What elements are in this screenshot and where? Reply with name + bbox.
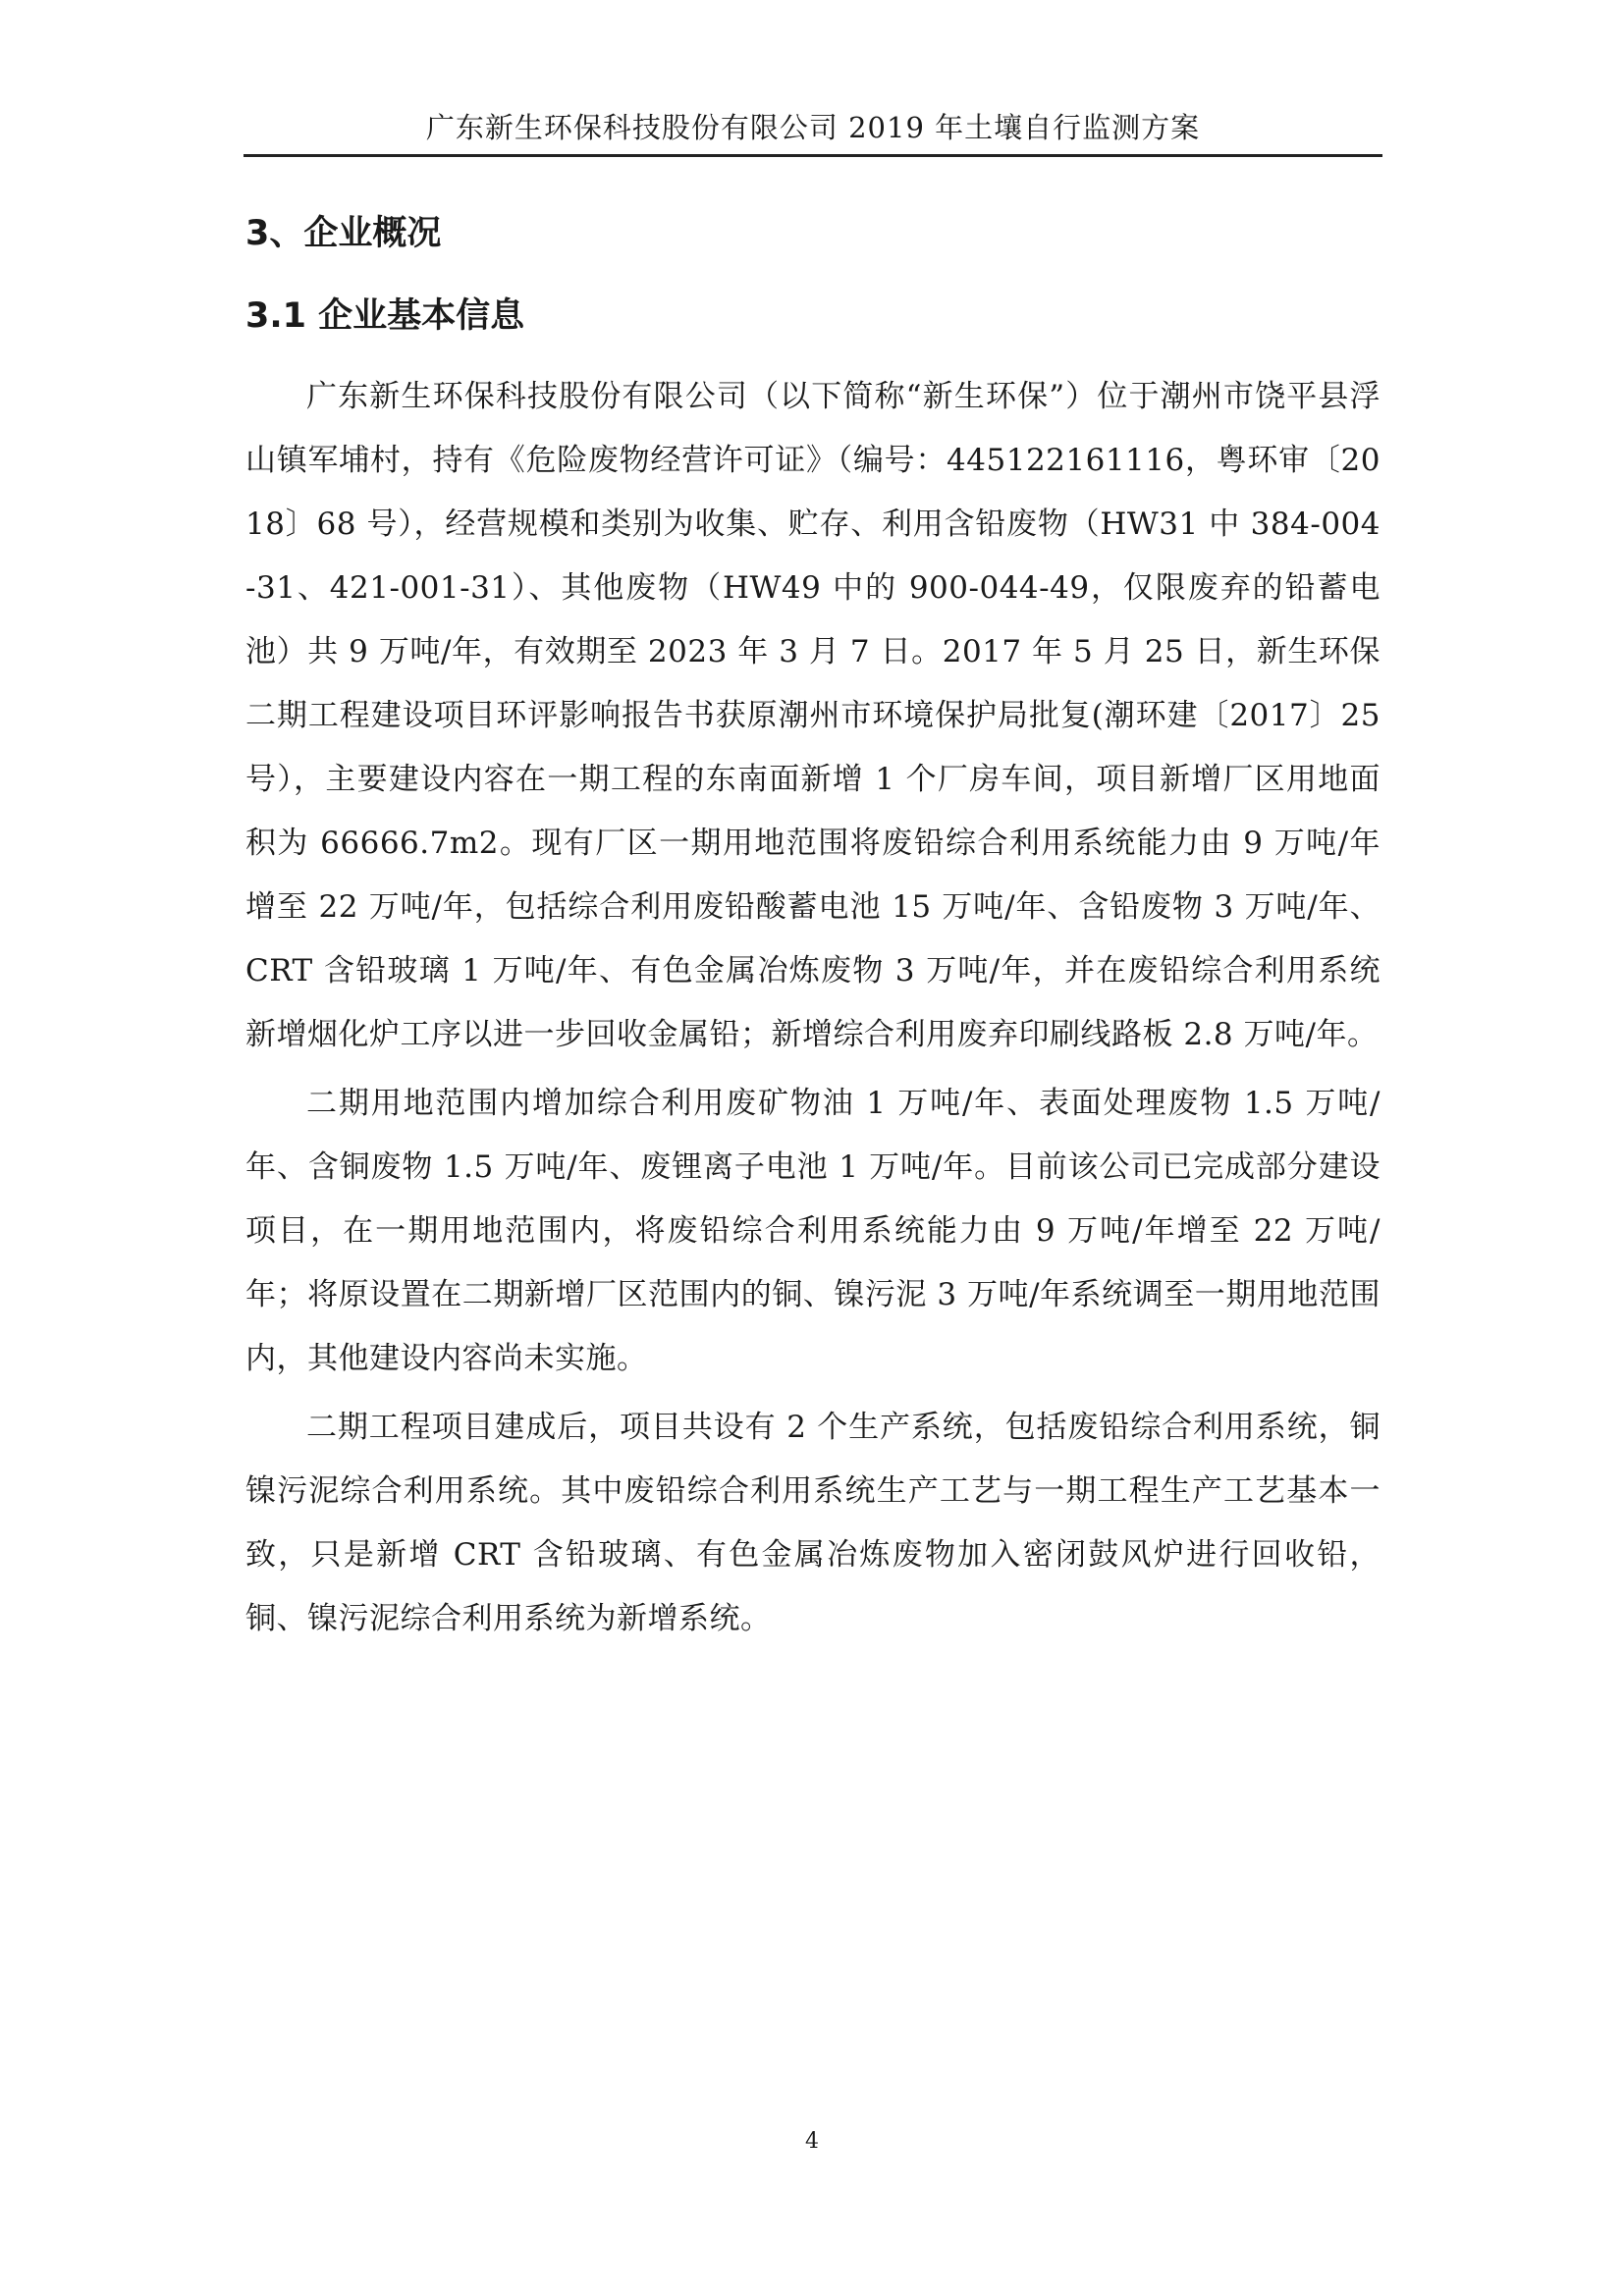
subsection-heading: 3.1 企业基本信息: [245, 296, 525, 336]
running-header: 广东新生环保科技股份有限公司 2019 年土壤自行监测方案: [425, 111, 1201, 144]
section-heading: 3、企业概况: [245, 214, 442, 253]
body-text: [245, 365, 1380, 1656]
paragraph-phase-two-scope: 二期用地范围内增加综合利用废矿物油 1 万吨/年、表面处理废物 1.5 万吨/年、含铜废物 1.5 万吨/年、废锂离子电池 1 万吨/年。目前该公司已完成部分建设项目，在一期用地范围内，将废铅综合利用系统能力由 9 万吨/年增至 22 万吨/年；将原设置在二期新增厂区范围内的铜、镍污泥 3 万吨/年系统调至一期用地范围内，其他建设内容尚未实施。: [245, 1086, 1380, 1376]
paragraph-company-overview: 广东新生环保科技股份有限公司（以下简称“新生环保”）位于潮州市饶平县浮山镇军埔村，持有《危险废物经营许可证》（编号：445122161116，粤环审〔2018〕68 号），经营规模和类别为收集、贮存、利用含铅废物（HW31 中 384-004-31、421-001-31）、其他废物（HW49 中的 900-044-49，仅限废弃的铅蓄电池）共 9 万吨/年，有效期至 2023 年 3 月 7 日。2017 年 5 月 25 日，新生环保二期工程建设项目环评影响报告书获原潮州市环境保护局批复(潮环建〔2017〕25 号），主要建设内容在一期工程的东南面新增 1 个厂房车间，项目新增厂区用地面积为 66666.7m2。现有厂区一期用地范围将废铅综合利用系统能力由 9 万吨/年增至 22 万吨/年，包括综合利用废铅酸蓄电池 15 万吨/年、含铅废物 3 万吨/年、CRT 含铅玻璃 1 万吨/年、有色金属冶炼废物 3 万吨/年，并在废铅综合利用系统新增烟化炉工序以进一步回收金属铅；新增综合利用废弃印刷线路板 2.8 万吨/年。: [245, 379, 1380, 1052]
paragraph-production-systems: 二期工程项目建成后，项目共设有 2 个生产系统，包括废铅综合利用系统，铜镍污泥综合利用系统。其中废铅综合利用系统生产工艺与一期工程生产工艺基本一致，只是新增 CRT 含铅玻璃、有色金属冶炼废物加入密闭鼓风炉进行回收铅，铜、镍污泥综合利用系统为新增系统。: [245, 1410, 1380, 1636]
page-number: 4: [805, 2129, 819, 2154]
header-divider: [244, 154, 1382, 157]
